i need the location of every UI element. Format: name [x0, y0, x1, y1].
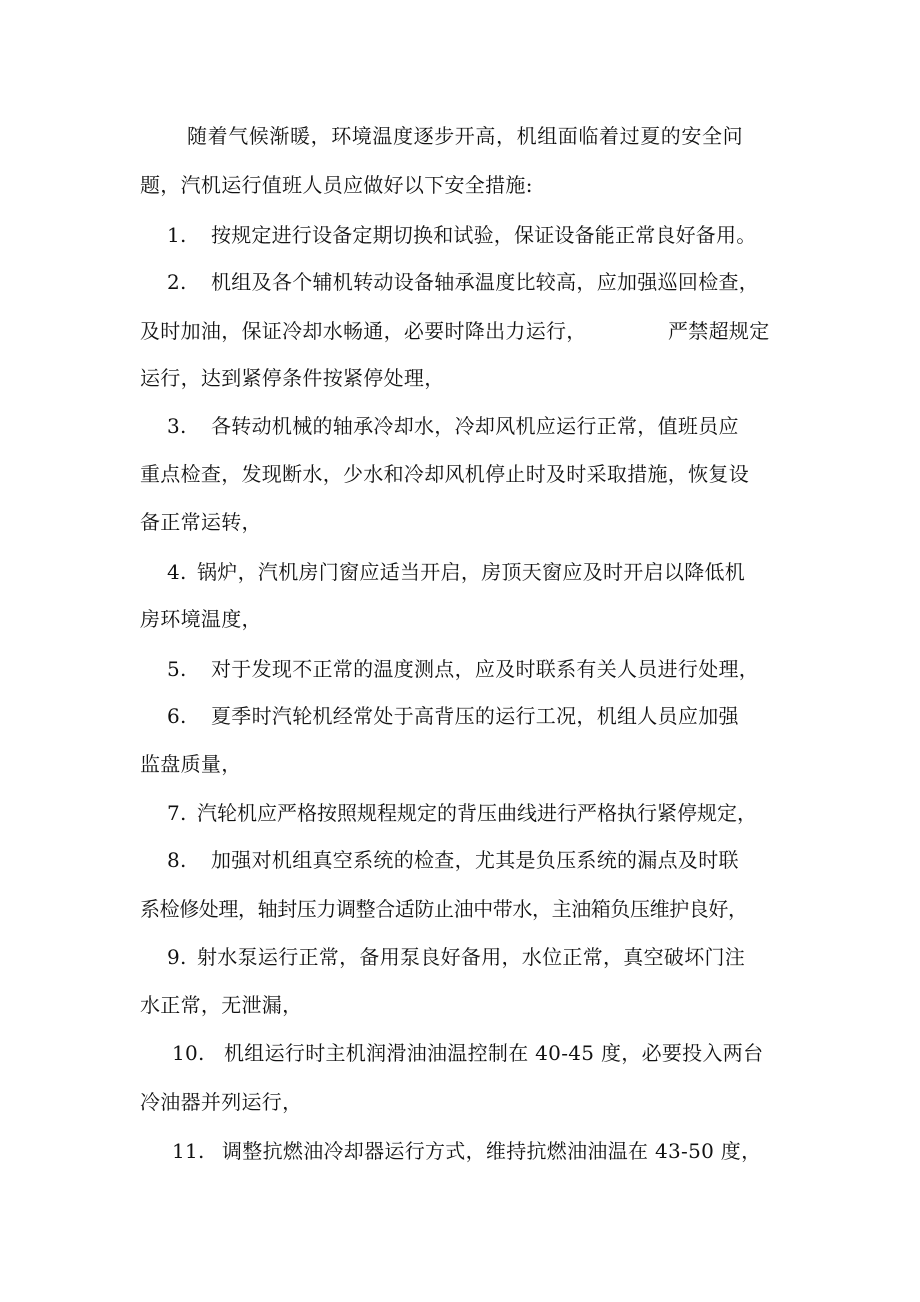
item-number: 1. [167, 223, 187, 247]
item-text: 对于发现不正常的温度测点，应及时联系有关人员进行处理， [211, 657, 760, 681]
item-10 [172, 1040, 763, 1066]
intro-line-1: 随着气候渐暖，环境温度逐步开高，机组面临着过夏的安全问 [187, 124, 744, 148]
item-number: 11. [172, 1139, 205, 1163]
item-4 [167, 559, 745, 585]
item-number: 9. [167, 945, 187, 969]
item-text: 调整抗燃油冷却器运行方式，维持抗燃油油温在 43-50 度， [222, 1139, 762, 1163]
item-11 [172, 1138, 761, 1164]
item-4-line-2: 房环境温度， [140, 607, 262, 631]
item-2-line-2: 及时加油，保证冷却水畅通，必要时降出力运行， [140, 319, 587, 343]
item-3 [167, 413, 739, 439]
item-5 [167, 656, 759, 682]
item-3-line-3: 备正常运转， [140, 510, 262, 534]
item-text: 射水泵运行正常，备用泵良好备用，水位正常，真空破坏门注 [197, 945, 746, 969]
item-9 [167, 944, 745, 970]
item-7 [167, 800, 757, 826]
item-1 [167, 222, 756, 248]
item-number: 2. [167, 270, 187, 294]
item-2-line-3: 运行，达到紧停条件按紧停处理， [140, 366, 445, 390]
item-number: 3. [167, 414, 187, 438]
item-number: 6. [167, 704, 187, 728]
item-10-line-2: 冷油器并列运行， [140, 1090, 303, 1114]
item-text: 机组及各个辅机转动设备轴承温度比较高，应加强巡回检查， [211, 270, 760, 294]
item-number: 7. [167, 801, 187, 825]
intro-line-2: 题，汽机运行值班人员应做好以下安全措施: [140, 173, 533, 197]
item-text: 机组运行时主机润滑油油温控制在 40-45 度，必要投入两台 [224, 1041, 764, 1065]
item-text: 各转动机械的轴承冷却水，冷却风机应运行正常，值班员应 [211, 414, 739, 438]
item-text: 汽轮机应严格按照规程规定的背压曲线进行严格执行紧停规定， [197, 801, 757, 825]
item-2-line-2-tail: 严禁超规定 [668, 319, 770, 343]
item-number: 10. [172, 1041, 205, 1065]
item-6-line-2: 监盘质量， [140, 752, 242, 776]
item-text: 按规定进行设备定期切换和试验，保证设备能正常良好备用。 [211, 223, 757, 247]
item-number: 5. [167, 657, 187, 681]
item-3-line-2: 重点检查，发现断水，少水和冷却风机停止时及时采取措施，恢复设 [140, 462, 749, 486]
item-8 [167, 847, 739, 873]
item-8-line-2: 系检修处理，轴封压力调整合适防止油中带水，主油箱负压维护良好， [140, 897, 748, 921]
item-text: 加强对机组真空系统的检查，尤其是负压系统的漏点及时联 [211, 848, 739, 872]
item-number: 8. [167, 848, 187, 872]
item-6 [167, 703, 739, 729]
item-number: 4. [167, 560, 187, 584]
item-text: 锅炉，汽机房门窗应适当开启，房顶天窗应及时开启以降低机 [197, 560, 746, 584]
item-text: 夏季时汽轮机经常处于高背压的运行工况，机组人员应加强 [211, 704, 739, 728]
item-2 [167, 269, 759, 295]
item-9-line-2: 水正常，无泄漏， [140, 993, 303, 1017]
